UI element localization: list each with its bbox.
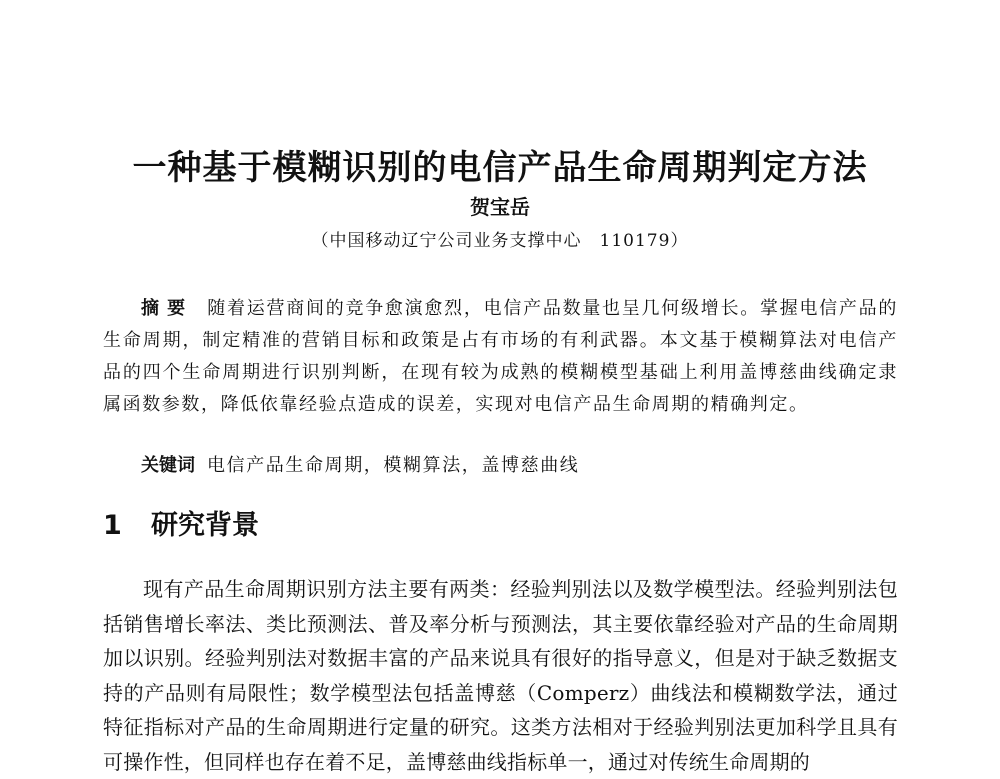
author-affiliation: （中国移动辽宁公司业务支撑中心 110179） (311, 231, 689, 251)
section-paragraph: 现有产品生命周期识别方法主要有两类：经验判别法以及数学模型法。经验判别法包括销售增长率法、类比预测法、普及率分析与预测法，其主要依靠经验对产品的生命周期加以识别。经验判别法对数据丰富的产品来说具有很好的指导意义，但是对于缺乏数据支持的产品则有局限性；数学模型法包括盖博慈（Comperz）曲线法和模糊数学法，通过特征指标对产品的生命周期进行定量的研究。这类方法相对于经验判别法更加科学且具有可操作性，但同样也存在着不足，盖博慈曲线指标单一，通过对传统生命周期的 (103, 577, 898, 774)
section-heading (103, 508, 259, 544)
keywords (103, 452, 898, 480)
section-number: 1 (103, 510, 122, 541)
section-title: 研究背景 (151, 510, 259, 541)
author-name: 贺宝岳 (470, 195, 530, 219)
abstract (103, 293, 898, 421)
abstract-text: 随着运营商间的竞争愈演愈烈，电信产品数量也呈几何级增长。掌握电信产品的生命周期，制定精准的营销目标和政策是占有市场的有利武器。本文基于模糊算法对电信产品的四个生命周期进行识别判断，在现有较为成熟的模糊模型基础上利用盖博慈曲线确定隶属函数参数，降低依靠经验点造成的误差，实现对电信产品生命周期的精确判定。 (103, 298, 898, 415)
abstract-label: 摘要 (141, 298, 194, 319)
keywords-text: 电信产品生命周期，模糊算法，盖博慈曲线 (207, 455, 580, 476)
keywords-label: 关键词 (141, 455, 195, 476)
paper-title: 一种基于模糊识别的电信产品生命周期判定方法 (132, 148, 868, 188)
